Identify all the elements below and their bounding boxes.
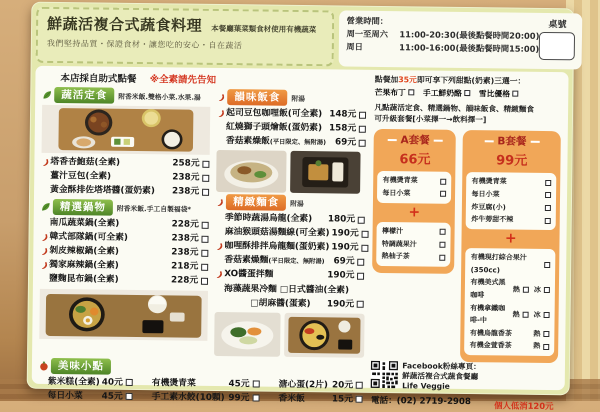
temp-label: 熱 <box>513 283 520 296</box>
menu-item-price: 45元 <box>102 389 123 403</box>
order-checkbox <box>544 312 550 318</box>
order-checkbox <box>252 395 259 402</box>
menu-column-right <box>363 74 561 387</box>
menu-item-price: 238元 <box>172 185 199 199</box>
menu-card <box>27 2 575 396</box>
dessert-name: 芒果布丁 <box>375 87 406 98</box>
order-checkbox <box>440 254 446 260</box>
set-side-row <box>472 176 552 190</box>
spicy-chili-icon <box>40 247 49 256</box>
set-drink-row <box>470 327 550 341</box>
plus-sign: + <box>377 205 451 221</box>
order-checkbox <box>359 125 366 132</box>
set-meal-cards <box>371 129 560 363</box>
upgrade-note: 凡點蔬活定食、精選鍋物、韻味飯食、精緻麵食 可升級套餐[小菜擇一→飲料擇一] <box>374 102 561 127</box>
menu-item-name: 香米飯 <box>278 391 330 406</box>
restaurant-title: 鮮蔬活複合式蔬食料理 <box>47 15 202 35</box>
menu-item-price: 190元 <box>331 241 358 255</box>
vegan-notice: ※全素請先告知 <box>150 74 216 86</box>
menu-item-price: 148元 <box>329 107 356 121</box>
menu-item-price: 238元 <box>171 232 198 246</box>
qr-code <box>371 361 398 388</box>
set-a-card <box>372 129 456 273</box>
order-checkbox <box>543 331 549 337</box>
food-photo-xo-noodle <box>284 312 365 357</box>
set-drink-row <box>470 302 550 328</box>
menu-item-name: 塔香杏鮑菇(全素) <box>50 155 170 171</box>
menu-item-name: 麻油猴頭菇湯麵線(可全素) <box>225 225 330 240</box>
order-checkbox <box>544 262 550 268</box>
menu-column-left <box>39 85 217 358</box>
menu-item-row <box>269 391 363 406</box>
order-checkbox <box>202 188 209 195</box>
order-checkbox <box>440 229 446 235</box>
order-checkbox <box>441 191 447 197</box>
order-checkbox <box>545 192 551 198</box>
order-checkbox <box>523 312 529 318</box>
section-badge: 美味小點 <box>51 358 111 375</box>
menu-item-name: □胡麻醬(蛋素) <box>224 296 325 311</box>
set-b-price: 99元 <box>467 150 557 170</box>
section-teishoku <box>41 87 210 199</box>
minimum-charge: 個人低消120元 <box>371 398 558 412</box>
hours-weekday: 周一至周六 11:00-20:30(最後點餐時間20:00) <box>346 27 539 42</box>
menu-item-name: 薑汁豆包(全素) <box>50 169 170 185</box>
menu-item-note: (平日限定、無附湯) <box>268 258 324 266</box>
order-checkbox <box>408 89 414 95</box>
business-hours <box>346 15 540 67</box>
set-side-row <box>383 174 447 187</box>
menu-item-price: 69元 <box>333 255 354 269</box>
order-checkbox <box>441 178 447 184</box>
order-checkbox <box>203 160 210 167</box>
menu-item-price: 180元 <box>328 213 355 227</box>
menu-item-name: 每日小菜 <box>47 389 99 404</box>
set-drink-name: 有機烏龍香茶 <box>470 327 529 340</box>
order-checkbox <box>202 174 209 181</box>
section-note: 附香米飯.雙格小菜.水果.湯 <box>118 91 201 102</box>
section-note: 附湯 <box>291 93 305 103</box>
menu-item-price: 190元 <box>327 297 354 311</box>
menu-item-name: 香菇素燥飯(平日限定、無附湯) <box>226 134 333 149</box>
section-badge: 精緻麵食 <box>226 194 286 211</box>
menu-item-price: 15元 <box>332 392 353 406</box>
hours-panel <box>339 10 583 69</box>
set-a-price: 66元 <box>378 148 452 168</box>
temp-label: 熱 <box>513 309 520 322</box>
chili-icon <box>217 92 225 101</box>
set-drink-row <box>471 251 551 277</box>
order-checkbox <box>545 218 551 224</box>
menu-item-price: 238元 <box>172 170 199 184</box>
menu-item-price: 258元 <box>172 156 199 170</box>
order-checkbox <box>126 379 133 386</box>
menu-item-price: 190元 <box>331 227 358 241</box>
menu-item-name: 鹽麴昆布鍋(全素) <box>49 272 169 288</box>
food-photo-cold-noodle <box>214 312 281 357</box>
spicy-chili-icon <box>216 242 225 251</box>
menu-item-note: (平日限定、無附湯) <box>270 139 326 147</box>
order-checkbox <box>545 180 551 186</box>
set-drink-row <box>382 250 446 263</box>
section-snacks <box>38 355 363 407</box>
order-checkbox <box>545 205 551 211</box>
dessert-name: 雪比優格 <box>479 88 510 99</box>
temp-label: 冰 <box>534 284 541 297</box>
order-checkbox <box>523 287 529 293</box>
restaurant-title-box <box>36 7 335 67</box>
order-checkbox <box>202 236 209 243</box>
spicy-chili-icon <box>215 270 224 279</box>
menu-item-row <box>270 377 364 392</box>
menu-item-price: 228元 <box>171 274 198 288</box>
set-side-row <box>471 213 551 227</box>
set-drink-row <box>470 339 550 353</box>
phone-number: 電話：(02) 2719-2908 <box>371 394 558 408</box>
menu-item-row <box>217 134 366 150</box>
menu-item-price: 158元 <box>329 121 356 135</box>
restaurant-title-note: 本餐廳葉菜類食材使用有機蔬菜 <box>211 24 316 34</box>
temp-label: 熱 <box>533 340 540 353</box>
menu-item-name: 香菇素燥麵(平日限定、無附湯) <box>224 253 331 268</box>
order-checkbox <box>359 139 366 146</box>
set-b-card <box>460 130 560 363</box>
set-drink-name: 有機拿鐵咖啡-中 <box>470 302 508 328</box>
menu-item-price: 218元 <box>171 260 198 274</box>
menu-footer <box>371 361 558 412</box>
menu-item-row <box>41 183 209 199</box>
set-side-name: 有機燙青菜 <box>383 174 439 187</box>
leaf-icon <box>42 90 52 100</box>
promo-price: 35元 <box>398 75 417 84</box>
set-drink-row <box>382 238 446 251</box>
order-checkbox <box>464 90 470 96</box>
section-hotpot <box>39 199 209 340</box>
spicy-chili-icon <box>217 109 226 118</box>
facebook-info: Facebook粉絲專頁： 鮮蔬活複合式蔬食餐廳 Life Veggie <box>402 361 481 393</box>
hours-sunday: 周日 11:00-16:00(最後點餐時間15:00) <box>346 40 539 55</box>
menu-item-price: 228元 <box>172 218 199 232</box>
order-checkbox <box>359 111 366 118</box>
menu-item-row <box>38 389 132 404</box>
order-checkbox <box>253 381 260 388</box>
menu-item-name: 起司豆包咖哩飯(可全素) <box>226 106 327 121</box>
table-number-box <box>539 32 575 60</box>
set-side-row <box>471 201 551 215</box>
menu-item-price: 99元 <box>228 391 249 405</box>
set-side-name: 每日小菜 <box>382 187 438 200</box>
set-drink-name: 熱柚子茶 <box>382 250 438 263</box>
temp-label: 冰 <box>534 309 541 322</box>
set-drink-name: 有機金萱香茶 <box>470 339 529 352</box>
order-checkbox <box>512 91 518 97</box>
restaurant-tagline: 我們堅持品質・保證食材・讓您吃的安心・自在蔬活 <box>47 38 324 52</box>
menu-item-name: 咖哩酥排拌烏龍麵(蛋奶素) <box>224 239 329 254</box>
menu-item-price: 45元 <box>229 377 250 391</box>
table-number-label: 桌號 <box>539 17 575 30</box>
set-drink-name: 特調蔬果汁 <box>382 238 438 251</box>
spicy-chili-icon <box>40 261 49 270</box>
dessert-options <box>375 87 562 100</box>
menu-item-price: 20元 <box>332 378 353 392</box>
menu-item-name: 韓式部隊鍋(可全素) <box>49 230 169 246</box>
menu-item-name: 海藻蔬果冷麵 □日式醬油(全素) <box>224 282 359 298</box>
dessert-promo: 點餐加35元即可享下列甜點(奶素)三選一： <box>375 74 562 88</box>
menu-item-name: 紅燒獅子頭燴飯(蛋奶素) <box>226 120 327 135</box>
menu-left-area <box>39 70 367 385</box>
dessert-option <box>375 87 414 98</box>
menu-item-name: 獨家麻辣鍋(全素) <box>49 258 169 274</box>
ordering-notice: 本店採自助式點餐 ※全素請先告知 <box>42 70 367 88</box>
chili-icon <box>216 198 224 207</box>
order-checkbox <box>201 264 208 271</box>
set-b-name: B套餐 <box>497 134 526 149</box>
set-side-row <box>471 188 551 202</box>
plus-sign: + <box>466 231 556 247</box>
set-drink-row <box>470 277 550 303</box>
food-photo-braised-rice <box>290 151 361 194</box>
table-number <box>539 17 576 67</box>
menu-item-name: 黃金酥排佐塔塔醬(蛋奶素) <box>50 183 170 199</box>
menu-item-name: 剝皮辣椒鍋(全素) <box>49 244 169 260</box>
menu-item-row <box>143 376 260 391</box>
section-rice <box>216 89 366 194</box>
menu-item-name: XO醬蛋拌麵 <box>224 268 325 283</box>
leaf-icon <box>39 360 49 370</box>
set-drink-row <box>382 225 446 238</box>
menu-item-row <box>143 390 260 405</box>
dessert-option <box>479 88 518 99</box>
order-checkbox <box>440 242 446 248</box>
food-photo-hotpot <box>39 288 208 340</box>
menu-item-price: 190元 <box>327 269 354 283</box>
menu-item-price: 69元 <box>335 136 356 150</box>
menu-item-row <box>40 272 208 288</box>
set-side-row <box>382 187 446 200</box>
order-checkbox <box>201 250 208 257</box>
section-badge: 韻味飯食 <box>227 89 287 106</box>
menu-item-price: 40元 <box>102 375 123 389</box>
spicy-chili-icon <box>41 157 50 166</box>
order-checkbox <box>126 393 133 400</box>
menu-column-middle <box>214 87 366 359</box>
spicy-chili-icon <box>40 233 49 242</box>
food-photo-curry-rice <box>216 150 287 193</box>
order-checkbox <box>356 382 363 389</box>
temp-label: 熱 <box>533 328 540 341</box>
set-drink-name: 有機現打綜合果汁(350cc) <box>471 251 543 277</box>
dessert-option <box>423 87 470 99</box>
menu-item-price: 238元 <box>171 246 198 260</box>
food-photo-teishoku-tray <box>42 105 211 155</box>
order-checkbox <box>202 222 209 229</box>
dessert-name: 手工鮮奶酪 <box>423 87 462 98</box>
order-checkbox <box>356 396 363 403</box>
menu-body <box>32 66 569 390</box>
menu-item-name: 季節時蔬湯烏龍(全素) <box>225 211 326 226</box>
set-side-name: 每日小菜 <box>471 188 543 201</box>
order-checkbox <box>543 344 549 350</box>
menu-item-row <box>215 296 364 312</box>
menu-item-name: 紫米糕(全素) <box>48 375 100 390</box>
order-checkbox <box>201 278 208 285</box>
section-noodle <box>214 194 365 357</box>
hours-label: 營業時間： <box>347 15 540 30</box>
section-badge: 蔬活定食 <box>54 87 114 104</box>
menu-item-name: 溏心蛋(2片) <box>279 377 331 392</box>
order-checkbox <box>544 287 550 293</box>
set-side-name: 炸牛蒡甜不辣 <box>471 213 543 226</box>
section-badge: 精選鍋物 <box>53 199 113 216</box>
menu-header <box>36 7 570 70</box>
menu-item-name: 有機燙青菜 <box>152 376 227 391</box>
section-note: 附香米飯.手工自製福袋* <box>117 203 191 214</box>
set-side-name: 炸豆腐(小) <box>471 201 543 214</box>
leaf-icon <box>41 202 51 212</box>
set-a-name: A套餐 <box>400 133 429 148</box>
set-side-name: 有機燙青菜 <box>472 176 544 189</box>
menu-item-name: 南瓜蔬菜鍋(全素) <box>50 216 170 232</box>
section-note: 附湯 <box>290 198 304 208</box>
set-drink-name: 有機美式黑咖啡 <box>470 277 508 303</box>
menu-item-row <box>39 374 133 389</box>
menu-item-name: 手工素水餃(10顆) <box>152 390 227 405</box>
set-drink-name: 檸檬汁 <box>382 225 438 238</box>
